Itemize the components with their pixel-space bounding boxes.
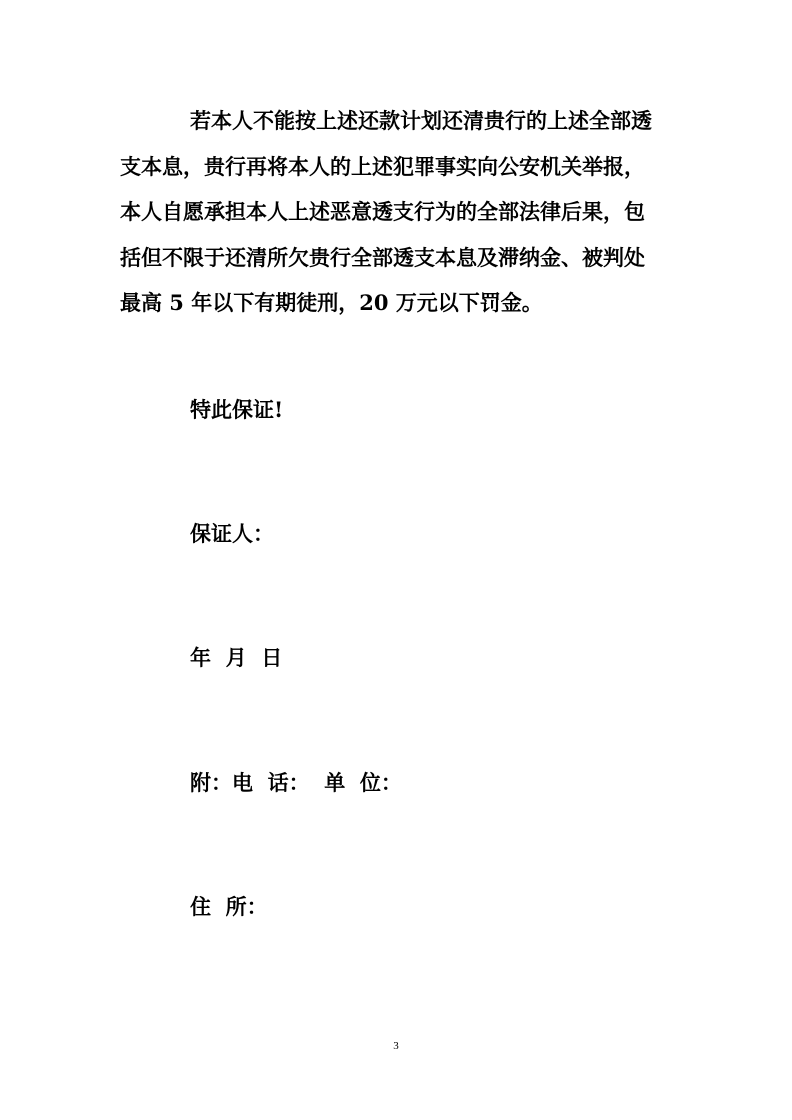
guarantee-paragraph <box>120 98 668 326</box>
paragraph-line: 最高 5 年以下有期徒刑，20 万元以下罚金。 <box>120 290 543 315</box>
paragraph-line: 若本人不能按上述还款计划还清贵行的上述全部透 <box>190 108 652 133</box>
paragraph-line: 括但不限于还清所欠贵行全部透支本息及滞纳金、被判处 <box>120 244 645 270</box>
page-number: 3 <box>393 1040 399 1052</box>
paragraph-line: 本人自愿承担本人上述恶意透支行为的全部法律后果，包 <box>120 199 645 224</box>
guarantor-label: 保证人： <box>190 521 274 546</box>
closing-statement: 特此保证! <box>190 397 284 422</box>
attachment-contact-line: 附：电 话： 单 位： <box>190 770 402 795</box>
address-line: 住 所： <box>190 894 268 919</box>
date-line: 年 月 日 <box>190 645 283 670</box>
paragraph-line: 支本息，贵行再将本人的上述犯罪事实向公安机关举报， <box>120 153 645 179</box>
